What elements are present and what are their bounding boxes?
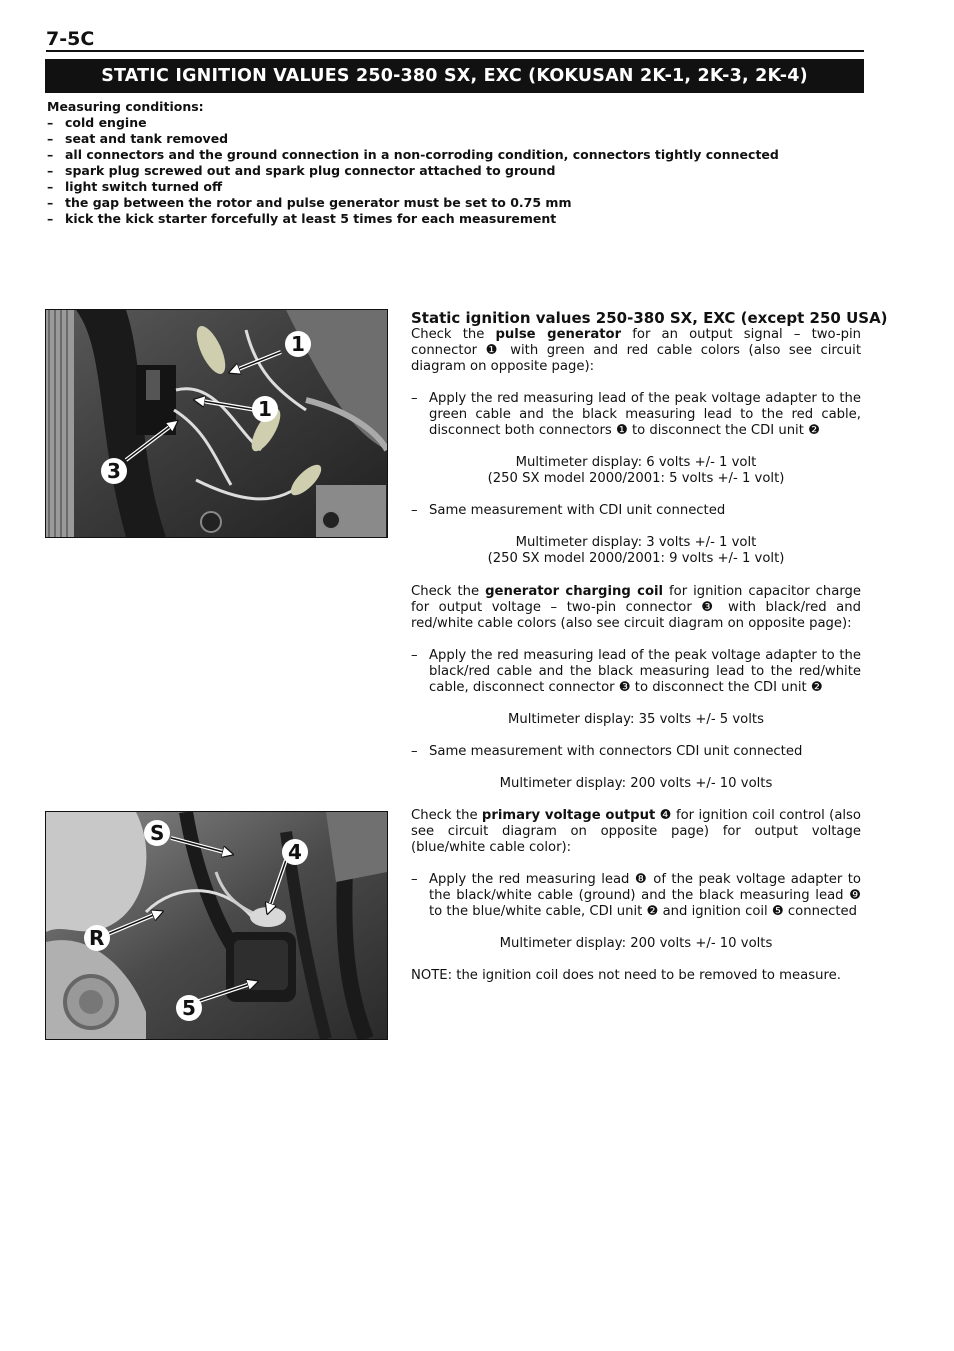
instructions-column [411,309,888,984]
page-number: 7-5C [46,28,95,50]
multimeter-reading: Multimeter display: 35 volts +/- 5 volts [508,712,764,727]
multimeter-reading: Multimeter display: 200 volts +/- 10 volts [499,776,773,791]
photo-pulse-generator-connectors [45,309,388,538]
multimeter-reading: Multimeter display: 6 volts +/- 1 volt [515,455,757,470]
photo-label: 4 [288,840,302,864]
photo-label: R [89,926,105,950]
multimeter-reading-note: (250 SX model 2000/2001: 5 volts +/- 1 volt) [487,471,785,486]
measuring-conditions [47,99,779,227]
condition-item: – kick the kick starter forcefully at least 5 times for each measurement [47,211,557,226]
photo-label: S [150,821,165,845]
bullet-item: – Same measurement with CDI unit connected [411,503,726,518]
section-subtitle: Static ignition values 250-380 SX, EXC (except 250 USA) [411,309,888,327]
multimeter-reading: Multimeter display: 3 volts +/- 1 volt [515,535,757,550]
condition-item: – the gap between the rotor and pulse generator must be set to 0.75 mm [47,195,572,210]
condition-item: – light switch turned off [47,179,223,194]
photo-label: 1 [291,332,305,356]
condition-item: – seat and tank removed [47,131,229,146]
paragraph-pulse-generator: Check the pulse generator for an output signal – two-pin connector ❶ with green and red cable colors (also see circuit diagram on opposite page): [411,327,861,374]
condition-item: – cold engine [47,115,147,130]
page-title: STATIC IGNITION VALUES 250-380 SX, EXC (KOKUSAN 2K-1, 2K-3, 2K-4) [45,59,864,93]
conditions-heading: Measuring conditions: [47,99,204,114]
photo-label: 5 [182,996,196,1020]
bullet-item: – Apply the red measuring lead of the peak voltage adapter to the black/red cable and the black measuring lead to the red/white cable, disconnect connector ❸ to disconnect the CDI unit ❷ [411,648,861,695]
bullet-item: – Same measurement with connectors CDI unit connected [411,744,803,759]
photo-ignition-coil-measurement [45,811,388,1040]
paragraph-primary-voltage: Check the primary voltage output ❹ for ignition coil control (also see circuit diagram on opposite page) for output voltage (blue/white cable color): [411,808,861,855]
bullet-item: – Apply the red measuring lead ❽ of the peak voltage adapter to the black/white cable (ground) and the black measuring lead ❾ to the blue/white cable, CDI unit ❷ and ignition coil ❺ connected [411,872,861,919]
paragraph-charging-coil: Check the generator charging coil for ignition capacitor charge for output voltage – two-pin connector ❸ with black/red and red/white cable colors (also see circuit diagram on opposite page): [411,584,862,631]
header-rule [46,50,864,52]
photo-label: 1 [258,397,272,421]
condition-item: – spark plug screwed out and spark plug connector attached to ground [47,163,556,178]
multimeter-reading: Multimeter display: 200 volts +/- 10 volts [499,936,773,951]
multimeter-reading-note: (250 SX model 2000/2001: 9 volts +/- 1 volt) [487,551,785,566]
photo-label: 3 [107,459,121,483]
condition-item: – all connectors and the ground connection in a non-corroding condition, connectors tightly connected [47,147,779,162]
bullet-item: – Apply the red measuring lead of the peak voltage adapter to the green cable and the black measuring lead to the red cable, disconnect both connectors ❶ to disconnect the CDI unit ❷ [411,391,861,438]
note: NOTE: the ignition coil does not need to be removed to measure. [411,968,841,983]
